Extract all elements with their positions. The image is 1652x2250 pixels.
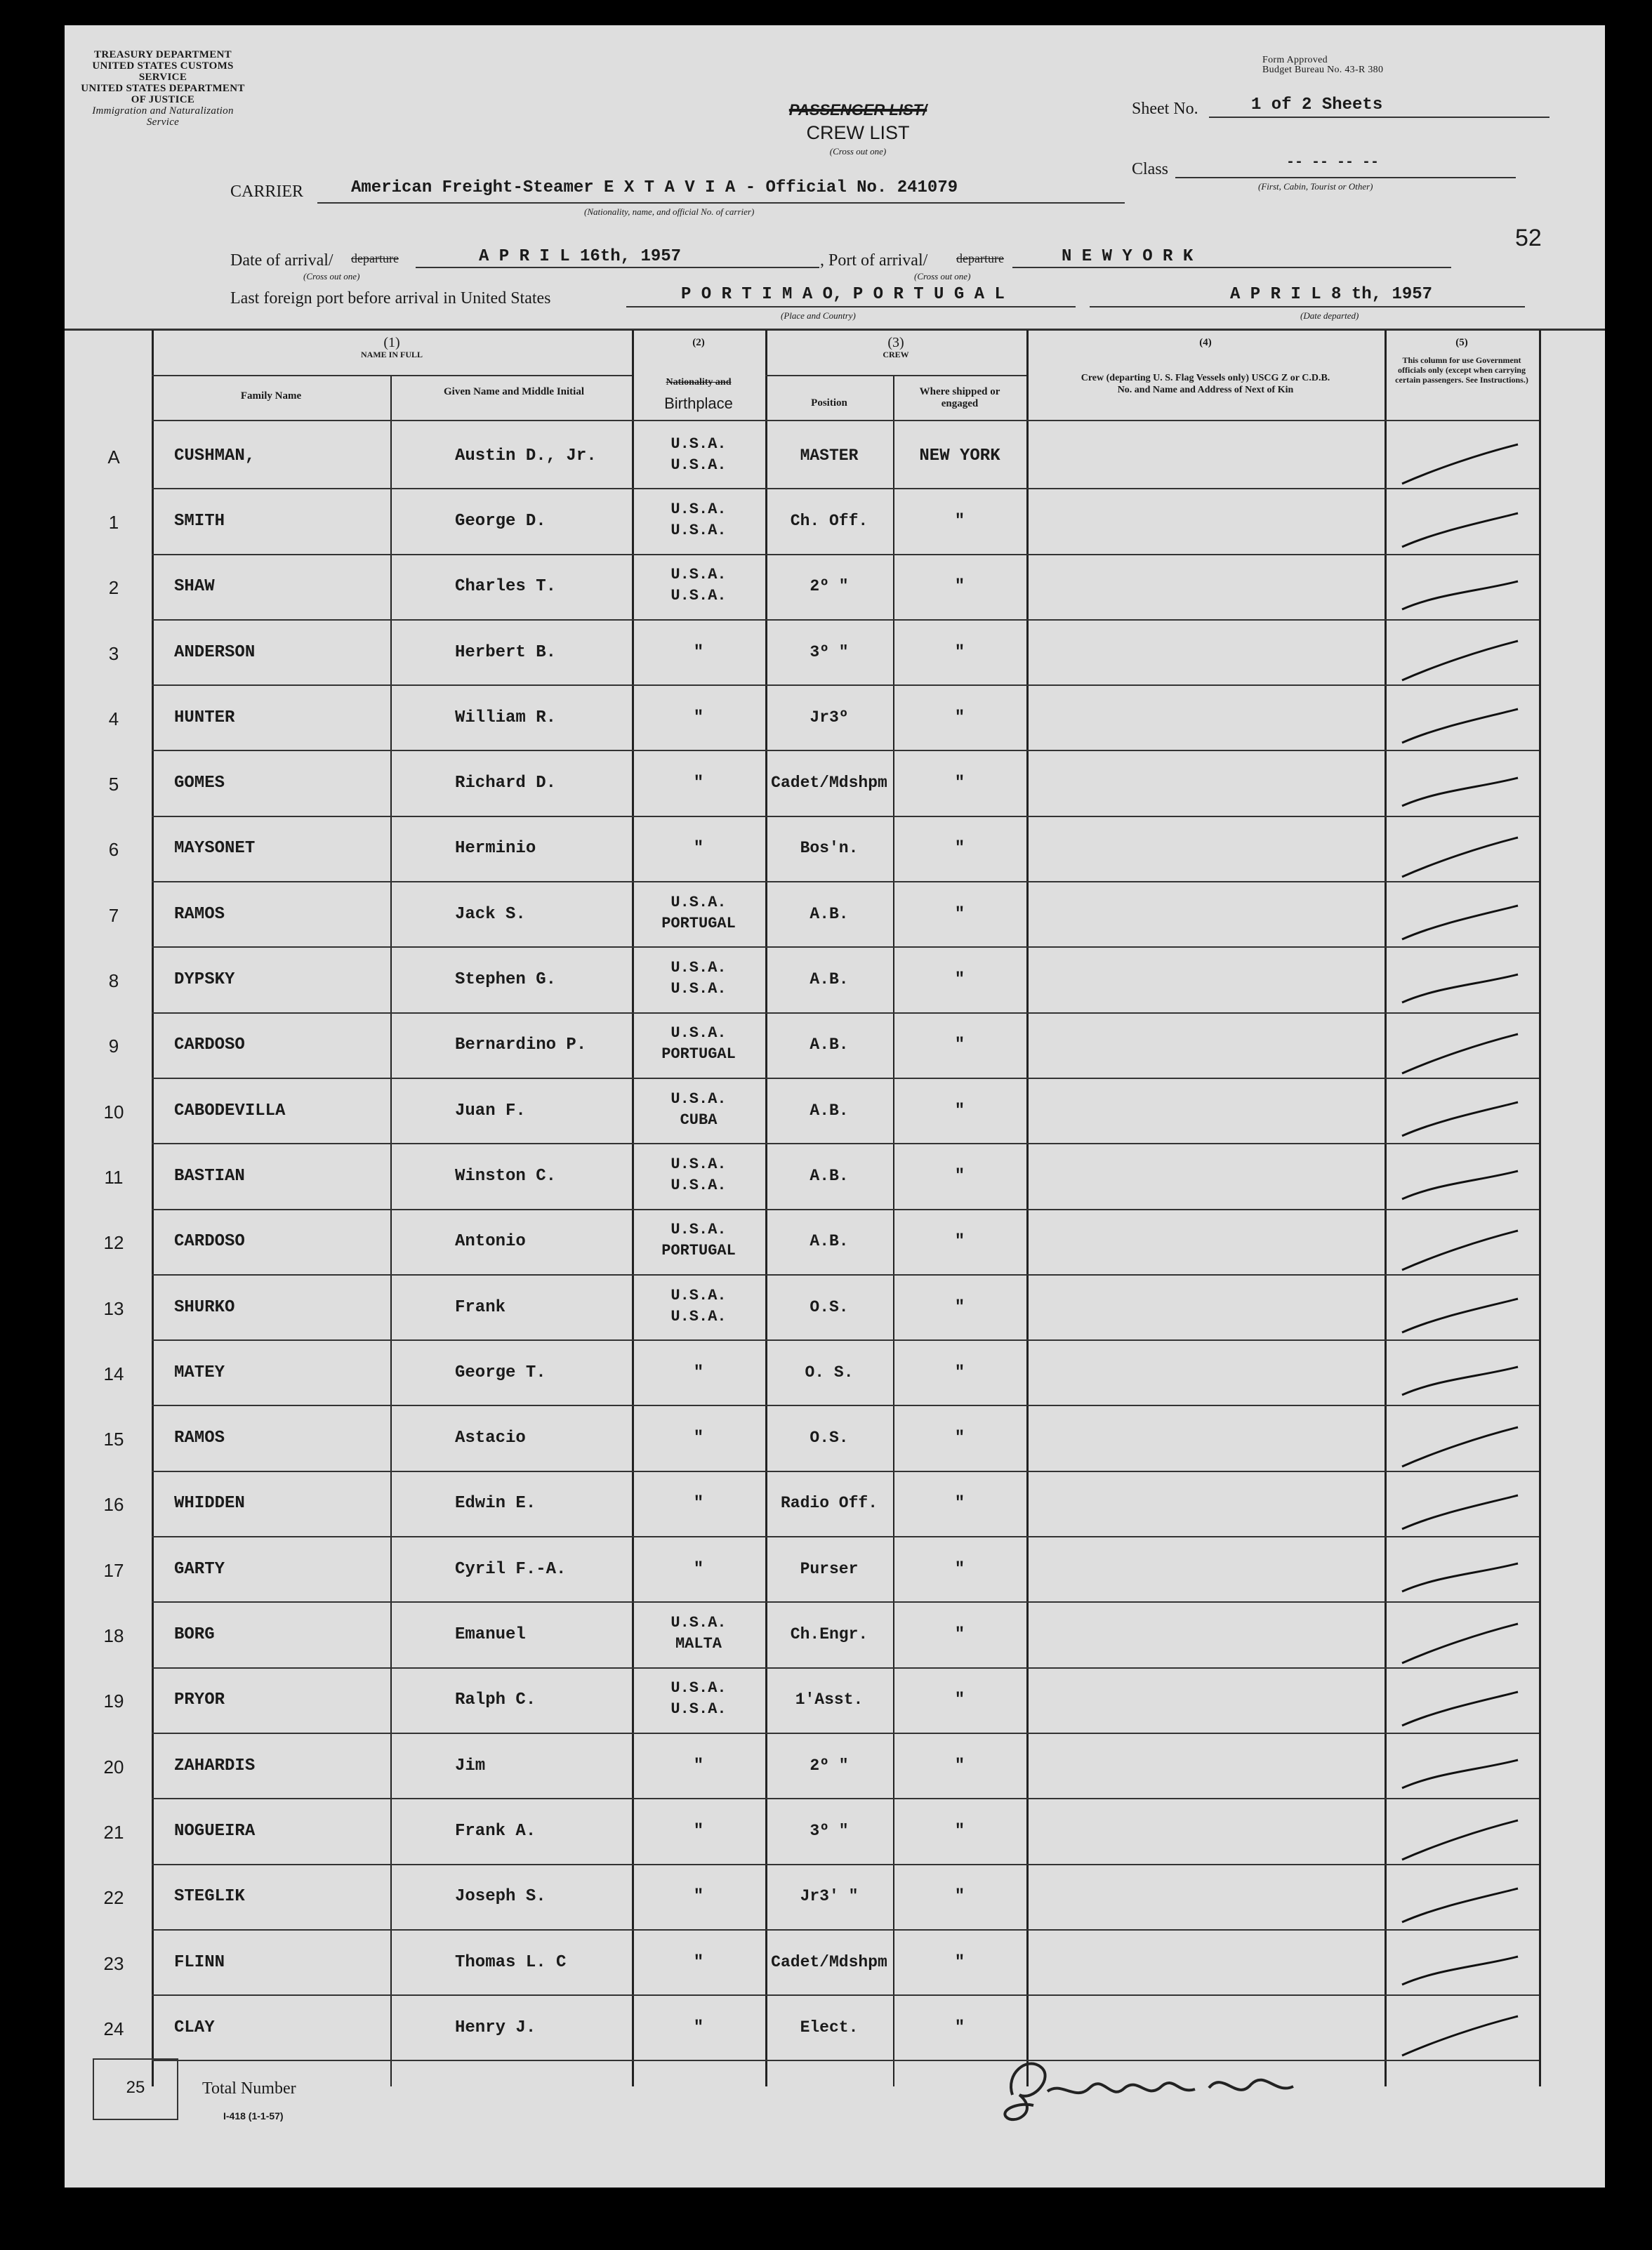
- given-name: William R.: [455, 708, 557, 727]
- row-number: 23: [103, 1952, 124, 1974]
- row-number: 21: [103, 1821, 124, 1843]
- position: Cadet/Mdshpm: [771, 1952, 887, 1971]
- position: Radio Off.: [780, 1494, 878, 1513]
- where-shipped: ": [954, 1166, 965, 1186]
- table-row: [65, 1734, 1605, 1799]
- carrier-note: (Nationality, name, and official No. of carrier): [584, 206, 755, 217]
- family-name: WHIDDEN: [174, 1494, 245, 1514]
- table-row: [65, 1210, 1605, 1276]
- row-number: 5: [108, 774, 119, 795]
- given-name: Frank A.: [455, 1821, 536, 1841]
- position: A.B.: [810, 970, 849, 989]
- family-name: SHURKO: [174, 1297, 235, 1317]
- where-shipped: ": [954, 1297, 965, 1317]
- nationality: ": [693, 1952, 704, 1972]
- port-cross-note: (Cross out one): [914, 271, 971, 282]
- family-name: MAYSONET: [174, 839, 256, 859]
- position: 2º ": [810, 577, 849, 596]
- row-number: 8: [108, 970, 119, 992]
- where-shipped: ": [954, 708, 965, 727]
- table-row: [65, 1865, 1605, 1931]
- birthplace: U.S.A.: [670, 1307, 727, 1325]
- nationality: ": [693, 1429, 704, 1448]
- birthplace: U.S.A.: [670, 521, 727, 539]
- form-number: I-418 (1-1-57): [223, 2110, 284, 2122]
- where-shipped: ": [954, 577, 965, 597]
- position: A.B.: [810, 1232, 849, 1251]
- carrier-value: American Freight-Steamer E X T A V I A - Official No. 241079: [351, 178, 958, 197]
- birthplace: MALTA: [675, 1635, 722, 1653]
- position-header: Position: [811, 397, 847, 409]
- birthplace: U.S.A.: [670, 587, 727, 605]
- nationality: U.S.A.: [670, 1221, 727, 1239]
- family-name: NOGUEIRA: [174, 1821, 256, 1841]
- given-name: George T.: [455, 1363, 546, 1382]
- nationality: ": [693, 774, 704, 793]
- nationality: U.S.A.: [670, 1614, 727, 1632]
- check-mark-icon: [1395, 1030, 1528, 1086]
- birthplace: PORTUGAL: [661, 914, 736, 932]
- budget-bureau: Budget Bureau No. 43-R 380: [1262, 65, 1384, 75]
- given-name: Frank: [455, 1297, 506, 1317]
- nationality: ": [693, 2018, 704, 2037]
- col2-title: Birthplace: [664, 395, 733, 412]
- table-row: [65, 882, 1605, 948]
- table-row: [65, 1472, 1605, 1537]
- sheet-value: 1 of 2 Sheets: [1251, 95, 1383, 114]
- row-number: 14: [103, 1363, 124, 1384]
- family-name: CARDOSO: [174, 1232, 245, 1252]
- family-name: ANDERSON: [174, 642, 256, 662]
- check-mark-icon: [1395, 1620, 1528, 1676]
- page-number: 52: [1515, 225, 1542, 251]
- where-shipped: ": [954, 1232, 965, 1252]
- position: O. S.: [805, 1363, 854, 1382]
- check-mark-icon: [1395, 965, 1528, 1021]
- position: A.B.: [810, 1035, 849, 1054]
- check-mark-icon: [1395, 702, 1528, 758]
- date-departure-struck: departure: [351, 251, 399, 265]
- where-shipped: ": [954, 1035, 965, 1055]
- table-row: [65, 752, 1605, 817]
- position: A.B.: [810, 1101, 849, 1120]
- where-shipped: ": [954, 1625, 965, 1645]
- row-number: 19: [103, 1690, 124, 1712]
- where-shipped: ": [954, 1494, 965, 1514]
- nationality: U.S.A.: [670, 435, 727, 453]
- position: 2º ": [810, 1756, 849, 1775]
- given-name-header: Given Name and Middle Initial: [443, 386, 585, 397]
- given-name: Austin D., Jr.: [455, 446, 597, 465]
- given-name: Juan F.: [455, 1101, 526, 1120]
- where-shipped: ": [954, 2018, 965, 2037]
- nationality: ": [693, 839, 704, 859]
- table-row: [65, 817, 1605, 882]
- family-name: CLAY: [174, 2018, 215, 2037]
- row-number: 3: [108, 642, 119, 664]
- table-row: [65, 1079, 1605, 1144]
- port-arrival-label: , Port of arrival/: [820, 251, 928, 270]
- where-shipped: ": [954, 1429, 965, 1448]
- class-label: Class: [1132, 160, 1169, 178]
- given-name: Jack S.: [455, 904, 526, 924]
- check-mark-icon: [1395, 1357, 1528, 1413]
- table-row: [65, 1669, 1605, 1734]
- check-mark-icon: [1395, 637, 1528, 693]
- row-number: 13: [103, 1297, 124, 1319]
- where-shipped: ": [954, 904, 965, 924]
- last-port-date: A P R I L 8 th, 1957: [1230, 285, 1433, 304]
- agency-line-1: TREASURY DEPARTMENT: [94, 49, 232, 60]
- where-shipped: ": [954, 1101, 965, 1120]
- table-row: [65, 1931, 1605, 1996]
- position: Jr3º: [810, 708, 849, 727]
- nationality: U.S.A.: [670, 1024, 727, 1043]
- nationality: U.S.A.: [670, 566, 727, 584]
- check-mark-icon: [1395, 833, 1528, 889]
- check-mark-icon: [1395, 1881, 1528, 1938]
- position: O.S.: [810, 1429, 849, 1448]
- table-row: [65, 489, 1605, 555]
- col5-title: This column for use Government officials only (except when carrying certain passengers. See Instructions.): [1395, 355, 1528, 385]
- title-note: (Cross out one): [829, 146, 887, 157]
- col3-title: CREW: [883, 350, 909, 359]
- position: A.B.: [810, 904, 849, 923]
- table-row: [65, 1276, 1605, 1341]
- form-approved: Form Approved: [1262, 55, 1328, 65]
- family-name: STEGLIK: [174, 1887, 245, 1907]
- family-name: PRYOR: [174, 1690, 225, 1710]
- nationality: U.S.A.: [670, 959, 727, 977]
- table-row: [65, 686, 1605, 751]
- table-row: [65, 621, 1605, 686]
- check-mark-icon: [1395, 1816, 1528, 1872]
- family-name: SHAW: [174, 577, 215, 597]
- sheet-label: Sheet No.: [1132, 100, 1198, 118]
- family-name: RAMOS: [174, 904, 225, 924]
- date-arrival-value: A P R I L 16th, 1957: [479, 247, 682, 266]
- family-name: ZAHARDIS: [174, 1756, 256, 1775]
- table-row: [65, 1603, 1605, 1668]
- check-mark-icon: [1395, 440, 1528, 496]
- family-name: FLINN: [174, 1952, 225, 1972]
- position: Purser: [800, 1559, 859, 1578]
- agency-header: [79, 49, 247, 128]
- shipped-header: Where shipped or engaged: [919, 386, 1000, 409]
- row-number: 16: [103, 1494, 124, 1516]
- table-row: [65, 555, 1605, 621]
- col2-num: (2): [692, 337, 705, 348]
- where-shipped: ": [954, 642, 965, 662]
- nationality: ": [693, 1821, 704, 1841]
- nationality: ": [693, 1756, 704, 1775]
- nationality: U.S.A.: [670, 1090, 727, 1108]
- check-mark-icon: [1395, 506, 1528, 562]
- agency-line-4: Immigration and Naturalization Service: [92, 105, 234, 128]
- position: 3º ": [810, 642, 849, 661]
- where-shipped: ": [954, 839, 965, 859]
- check-mark-icon: [1395, 2012, 1528, 2068]
- given-name: Antonio: [455, 1232, 526, 1252]
- given-name: Jim: [455, 1756, 486, 1775]
- table-row: [65, 424, 1605, 489]
- position: Cadet/Mdshpm: [771, 774, 887, 793]
- col2-struck: Nationality and: [666, 377, 732, 388]
- row-number: 12: [103, 1232, 124, 1254]
- row-number: 9: [108, 1035, 119, 1057]
- port-departure-struck: departure: [956, 251, 1004, 265]
- last-port-value: P O R T I M A O, P O R T U G A L: [681, 285, 1005, 304]
- crew-list-form: [65, 25, 1605, 2188]
- col4-num: (4): [1199, 337, 1212, 348]
- col4-title: Crew (departing U. S. Flag Vessels only) USCG Z or C.D.B. No. and Name and Address of Next of Kin: [1081, 373, 1330, 395]
- birthplace: CUBA: [680, 1111, 718, 1129]
- nationality: U.S.A.: [670, 500, 727, 518]
- position: Ch. Off.: [790, 511, 868, 530]
- given-name: Emanuel: [455, 1625, 526, 1645]
- row-number: 6: [108, 839, 119, 861]
- family-name: SMITH: [174, 511, 225, 531]
- given-name: Astacio: [455, 1429, 526, 1448]
- check-mark-icon: [1395, 899, 1528, 955]
- birthplace: PORTUGAL: [661, 1045, 736, 1064]
- col1-header: [152, 337, 632, 361]
- given-name: Thomas L. C: [455, 1952, 567, 1972]
- family-name: CARDOSO: [174, 1035, 245, 1055]
- given-name: Henry J.: [455, 2018, 536, 2037]
- check-mark-icon: [1395, 768, 1528, 824]
- table-row: [65, 1144, 1605, 1210]
- nationality: ": [693, 1887, 704, 1907]
- row-number: 15: [103, 1429, 124, 1450]
- row-number: 18: [103, 1625, 124, 1647]
- total-label: Total Number: [202, 2079, 296, 2098]
- table-row: [65, 948, 1605, 1013]
- total-value: 25: [126, 2078, 145, 2097]
- check-mark-icon: [1395, 1947, 1528, 2003]
- last-port-place-note: (Place and Country): [781, 310, 856, 321]
- position: Bos'n.: [800, 839, 859, 858]
- row-number: 4: [108, 708, 119, 729]
- port-arrival-value: N E W Y O R K: [1062, 247, 1194, 266]
- family-name: MATEY: [174, 1363, 225, 1382]
- struck-title: PASSENGER LIST/: [788, 101, 927, 119]
- given-name: Richard D.: [455, 774, 557, 793]
- check-mark-icon: [1395, 1750, 1528, 1806]
- class-note: (First, Cabin, Tourist or Other): [1258, 181, 1373, 192]
- where-shipped: ": [954, 511, 965, 531]
- total-box: [93, 2058, 178, 2120]
- table-row: [65, 1799, 1605, 1865]
- family-name: HUNTER: [174, 708, 235, 727]
- where-shipped: ": [954, 1952, 965, 1972]
- nationality: U.S.A.: [670, 1286, 727, 1304]
- nationality: ": [693, 708, 704, 727]
- birthplace: U.S.A.: [670, 456, 727, 474]
- given-name: Joseph S.: [455, 1887, 546, 1907]
- col5-num: (5): [1455, 337, 1468, 348]
- row-number: 24: [103, 2018, 124, 2039]
- birthplace: U.S.A.: [670, 1700, 727, 1719]
- given-name: Winston C.: [455, 1166, 557, 1186]
- family-name: RAMOS: [174, 1429, 225, 1448]
- nationality: U.S.A.: [670, 893, 727, 911]
- family-name: DYPSKY: [174, 970, 235, 990]
- position: Ch.Engr.: [790, 1625, 868, 1644]
- col1-num: (1): [383, 335, 400, 350]
- col3-num: (3): [887, 335, 904, 350]
- table-row: [65, 1537, 1605, 1603]
- row-number: 1: [108, 511, 119, 533]
- nationality: ": [693, 1494, 704, 1514]
- where-shipped: ": [954, 1559, 965, 1579]
- birthplace: U.S.A.: [670, 1176, 727, 1194]
- table-row: [65, 1341, 1605, 1406]
- where-shipped: ": [954, 1690, 965, 1710]
- check-mark-icon: [1395, 1685, 1528, 1741]
- given-name: George D.: [455, 511, 546, 531]
- table-row: [65, 1996, 1605, 2061]
- nationality: ": [693, 1559, 704, 1579]
- class-value: -- -- -- --: [1286, 154, 1380, 171]
- row-number: 7: [108, 904, 119, 926]
- where-shipped: ": [954, 1756, 965, 1775]
- given-name: Cyril F.-A.: [455, 1559, 567, 1579]
- agency-line-2: UNITED STATES CUSTOMS SERVICE: [92, 60, 234, 83]
- position: Jr3' ": [800, 1887, 859, 1906]
- where-shipped: NEW YORK: [919, 446, 1000, 465]
- nationality: U.S.A.: [670, 1155, 727, 1173]
- family-name: GOMES: [174, 774, 225, 793]
- check-mark-icon: [1395, 1161, 1528, 1217]
- position: 3º ": [810, 1821, 849, 1840]
- given-name: Charles T.: [455, 577, 557, 597]
- carrier-label: CARRIER: [230, 183, 304, 201]
- table-row: [65, 1014, 1605, 1079]
- nationality: ": [693, 642, 704, 662]
- row-number: 17: [103, 1559, 124, 1581]
- where-shipped: ": [954, 970, 965, 990]
- row-number: 20: [103, 1756, 124, 1778]
- date-cross-note: (Cross out one): [303, 271, 360, 282]
- col1-title: NAME IN FULL: [360, 350, 423, 359]
- given-name: Stephen G.: [455, 970, 557, 990]
- given-name: Herbert B.: [455, 642, 557, 662]
- agency-line-3: UNITED STATES DEPARTMENT OF JUSTICE: [81, 83, 245, 105]
- check-mark-icon: [1395, 571, 1528, 628]
- given-name: Edwin E.: [455, 1494, 536, 1514]
- family-name: GARTY: [174, 1559, 225, 1579]
- check-mark-icon: [1395, 1488, 1528, 1544]
- nationality: U.S.A.: [670, 1679, 727, 1698]
- date-arrival-label: Date of arrival/: [230, 251, 333, 270]
- row-number: 2: [108, 577, 119, 599]
- family-name-header: Family Name: [240, 390, 302, 402]
- birthplace: PORTUGAL: [661, 1242, 736, 1260]
- check-mark-icon: [1395, 1554, 1528, 1610]
- check-mark-icon: [1395, 1292, 1528, 1348]
- family-name: CABODEVILLA: [174, 1101, 286, 1120]
- form-title: CREW LIST: [806, 122, 910, 143]
- position: Elect.: [800, 2018, 859, 2037]
- check-mark-icon: [1395, 1226, 1528, 1283]
- position: MASTER: [800, 446, 859, 465]
- row-number: 10: [103, 1101, 124, 1123]
- signature: [998, 2053, 1363, 2130]
- birthplace: U.S.A.: [670, 980, 727, 998]
- position: A.B.: [810, 1166, 849, 1185]
- last-port-date-note: (Date departed): [1300, 310, 1359, 321]
- position: O.S.: [810, 1297, 849, 1316]
- given-name: Herminio: [455, 839, 536, 859]
- where-shipped: ": [954, 1363, 965, 1382]
- last-port-label: Last foreign port before arrival in United States: [230, 289, 551, 307]
- col3-header: [765, 337, 1026, 361]
- check-mark-icon: [1395, 1423, 1528, 1479]
- check-mark-icon: [1395, 1095, 1528, 1151]
- row-number: 11: [104, 1166, 124, 1188]
- position: 1'Asst.: [795, 1690, 864, 1709]
- nationality: ": [693, 1363, 704, 1382]
- row-number: A: [107, 446, 120, 468]
- row-number: 22: [103, 1887, 124, 1909]
- where-shipped: ": [954, 1887, 965, 1907]
- where-shipped: ": [954, 774, 965, 793]
- given-name: Ralph C.: [455, 1690, 536, 1710]
- family-name: CUSHMAN,: [174, 446, 256, 465]
- where-shipped: ": [954, 1821, 965, 1841]
- family-name: BORG: [174, 1625, 215, 1645]
- family-name: BASTIAN: [174, 1166, 245, 1186]
- given-name: Bernardino P.: [455, 1035, 587, 1055]
- table-row: [65, 1407, 1605, 1472]
